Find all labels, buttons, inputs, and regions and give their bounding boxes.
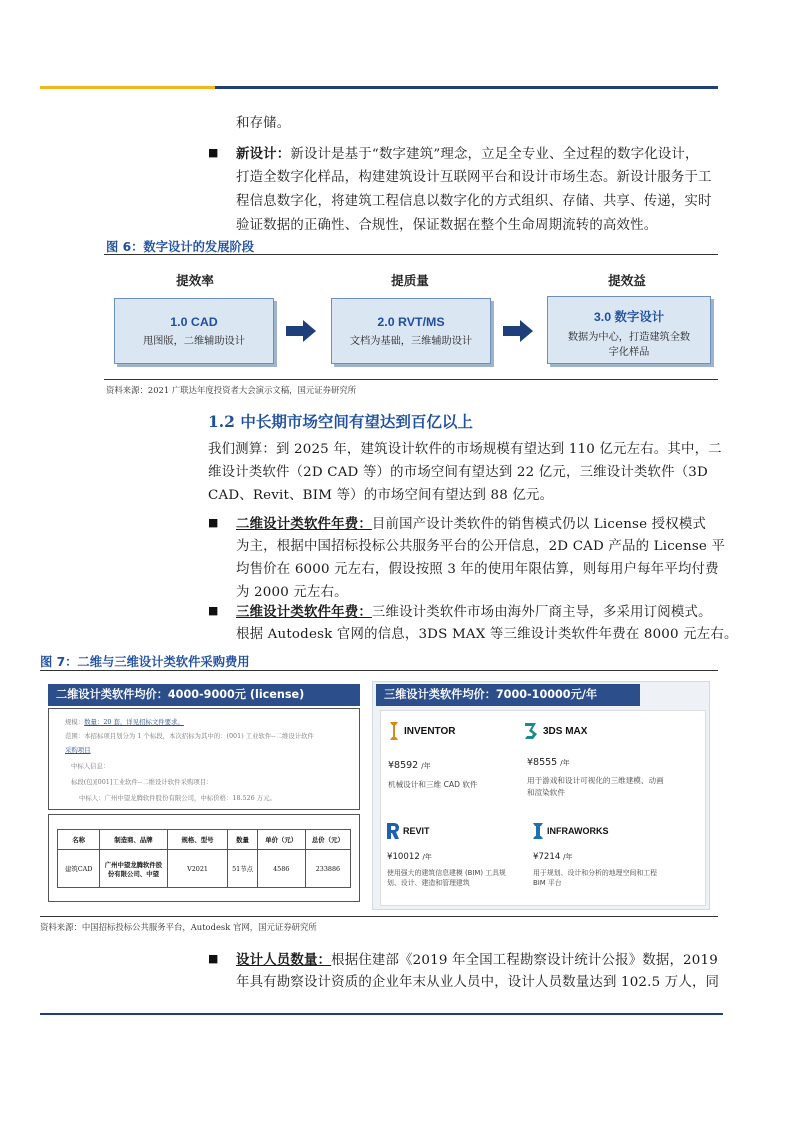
new-design-line1: 新设计：新设计是基于“数字建筑”理念，立足全专业、全过程的数字化设计， [236,146,699,162]
figure-6-title: 图 6：数字设计的发展阶段 [106,240,255,254]
bid-winner-line: 中标人：广州中望龙腾软件股份有限公司，中标价格：18.526 万元。 [79,794,276,802]
3dsmax-name: 3DS MAX [543,726,588,737]
bid-notice-excerpt [48,708,360,810]
annual-2d-line1: 二维设计类软件年费：目前国产设计类软件的销售模式仍以 License 授权模式 [236,516,707,532]
new-design-line4: 验证数据的正确性、合规性，保证数据在整个生命周期流转的高效性。 [236,218,658,233]
inventor-desc: 机械设计和三维 CAD 软件 [388,780,478,789]
bullet-marker: ■ [208,516,219,529]
infraworks-desc-2: BIM 平台 [533,879,562,887]
figure-7-source: 资料来源：中国招标投标公共服务平台，Autodesk 官网，国元证券研究所 [40,922,317,932]
stage-2-box [331,298,491,364]
stage-3-sub-2: 字化样品 [608,347,650,358]
figure-7-bottom-rule [40,916,718,917]
bullet-marker: ■ [208,604,219,617]
new-design-line2: 打造全数字化样品，构建建筑设计互联网平台和设计市场生态。新设计服务于工 [236,170,712,185]
figure-6-source: 资料来源：2021 广联达年度投资者大会演示文稿，国元证券研究所 [106,385,357,395]
stage-2-main: 2.0 RVT/MS [377,315,445,329]
2d-panel-title: 二维设计类软件均价：4000-9000元 (license) [48,684,360,706]
stage-3-header: 提效益 [608,273,646,288]
table-header-cell: 制造商、品牌 [100,830,167,850]
stage-2-header: 提质量 [391,273,429,288]
new-design-line3: 程信息数字化，将建筑工程信息以数字化的方式组织、存储、共享、传递，实时 [236,194,712,209]
annual-2d-line2: 为主，根据中国招标投标公共服务平台的公开信息，2D CAD 产品的 License 平 [236,539,726,554]
annual-2d-term: 二维设计类软件年费： [236,516,372,532]
infraworks-desc-1: 用于规划、设计和分析的地理空间和工程 [533,869,658,877]
stage-3-main: 3.0 数字设计 [593,310,665,324]
stage-3-box [547,296,711,364]
figure-6-bottom-rule [104,379,718,380]
stage-1-header: 提效率 [176,273,214,288]
table-cell: 4586 [257,850,305,888]
revit-desc-2: 划、设计、建造和管理建筑 [387,879,470,887]
annual-3d-line2: 根据 Autodesk 官网的信息，3DS MAX 等三维设计类软件年费在 8000 元左右。 [236,627,738,642]
new-design-term: 新设计： [236,146,291,162]
staff-line2: 年具有勘察设计资质的企业年末从业人员中，设计人员数量达到 102.5 万人，同 [236,975,720,990]
estimate-line2: 维设计类软件（2D CAD 等）的市场空间有望达到 22 亿元，三维设计类软件（3D [208,465,708,480]
table-header-row [58,830,351,850]
bullet-marker: ■ [208,146,219,159]
staff-line1: 设计人员数量：根据住建部《2019 年全国工程勘察设计统计公报》数据，2019 [236,952,718,968]
bid-table [57,829,351,888]
stage-1-main: 1.0 CAD [170,315,218,329]
infraworks-price: ¥7214 /年 [533,852,573,862]
3dsmax-desc-1: 用于游戏和设计可视化的三维建模、动画 [527,776,664,785]
intro-line: 和存储。 [236,116,291,131]
annual-2d-line4: 为 2000 元左右。 [236,585,348,600]
header-rule-accent [40,86,215,89]
table-cell: 51节点 [228,850,257,888]
bid-scope-line: 范围：本招标项目划分为 1 个标段，本次招标为其中的：(001) 工业软件--二维设计软件 [65,732,314,740]
3dsmax-logo-icon [524,722,538,740]
bid-table-frame [48,814,360,902]
table-row [58,850,351,888]
inventor-logo-icon [388,722,400,740]
table-header-cell: 数量 [228,830,257,850]
revit-price: ¥10012 /年 [387,852,432,862]
stage-1-sub: 甩图版，二维辅助设计 [143,336,245,347]
inventor-name: INVENTOR [404,726,456,737]
header-rule [215,86,718,89]
infraworks-name: INFRAWORKS [547,826,609,836]
table-header-cell: 规格、型号 [167,830,228,850]
table-cell: V2021 [167,850,228,888]
revit-name: REVIT [403,826,430,836]
figure-7-title: 图 7：二维与三维设计类软件采购费用 [40,655,250,669]
estimate-line3: CAD、Revit、BIM 等）的市场空间有望达到 88 亿元。 [208,488,554,503]
3d-panel-title: 三维设计类软件均价：7000-10000元/年 [376,684,640,706]
3dsmax-desc-2: 和渲染软件 [527,788,565,797]
stage-2-sub: 文档为基础，三维辅助设计 [349,336,473,347]
annual-3d-term: 三维设计类软件年费： [236,604,372,620]
figure-6-top-rule [104,254,718,255]
footer-rule [40,1013,723,1015]
arrow-right-icon [286,320,316,342]
3dsmax-price: ¥8555 /年 [527,757,570,768]
infraworks-logo-icon [533,823,543,839]
stage-3-sub-1: 数据为中心，打造建筑全数 [567,332,691,343]
arrow-right-icon [503,320,533,342]
staff-term: 设计人员数量： [236,952,332,968]
revit-desc-1: 使用强大的建筑信息建模 (BIM) 工具规 [387,869,506,877]
inventor-price: ¥8592 /年 [388,760,431,771]
table-header-cell: 单价（元） [257,830,305,850]
annual-3d-line1: 三维设计类软件年费：三维设计类软件市场由海外厂商主导，多采用订阅模式。 [236,604,712,620]
annual-2d-line3: 均售价在 6000 元左右，假设按照 3 年的使用年限估算，则每用户每年平均付费 [236,562,719,577]
table-cell: 建筑CAD [58,850,100,888]
table-cell: 233886 [305,850,350,888]
bullet-marker: ■ [208,952,219,965]
table-cell: 广州中望龙腾软件股份有限公司、中望 [100,850,167,888]
bid-lot-line: 标段(包)[001]工业软件--二维设计软件采购项目： [71,778,213,786]
section-heading: 1.2 中长期市场空间有望达到百亿以上 [208,412,473,431]
table-header-cell: 名称 [58,830,100,850]
bid-scope-line-2: 采购项目 [65,746,91,754]
stage-1-box [114,298,274,364]
bid-scale-line: 规模：数量：20 套，详见招标文件要求。 [65,718,184,726]
revit-logo-icon [387,823,399,839]
estimate-line1: 我们测算：到 2025 年，建筑设计软件的市场规模有望达到 110 亿元左右。其中，二 [208,442,722,457]
table-header-cell: 总价（元） [305,830,350,850]
bid-winner-header: 中标人信息： [71,762,110,770]
figure-7-top-rule [40,670,718,671]
